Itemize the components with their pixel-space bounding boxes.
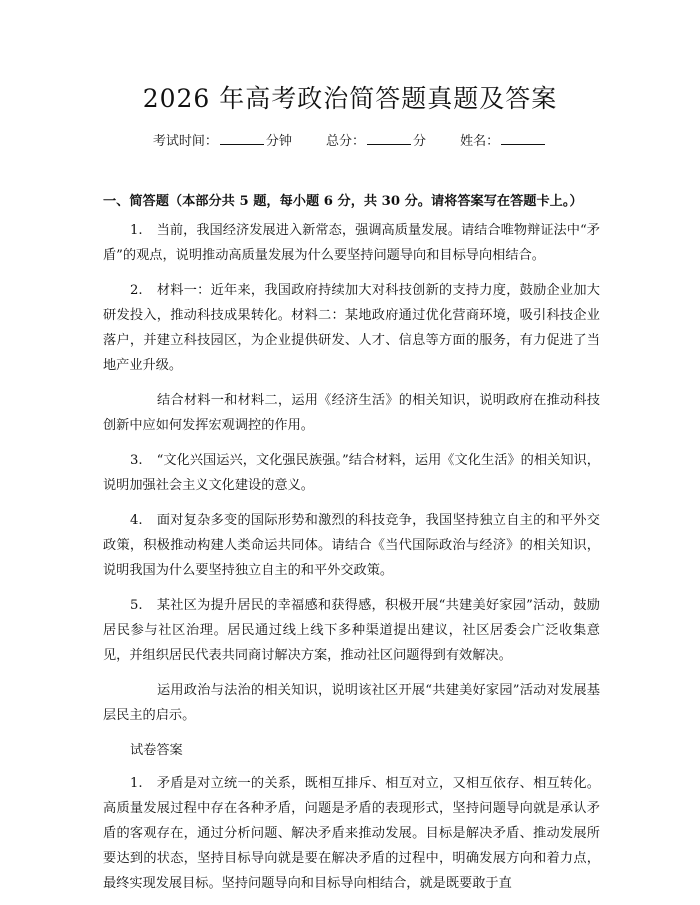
name-blank[interactable] [501, 131, 545, 145]
question-number: 4. [130, 513, 143, 528]
question-text: 材料一：近年来，我国政府持续加大对科技创新的支持力度，鼓励企业加大研发投入，推动科技成果转化。材料二：某地政府通过优化营商环境，吸引科技企业落户，并建立科技园区，为企业提供研发、人才、信息等方面的服务，有力促进了当地产业升级。 [103, 283, 600, 373]
question-2-sub: 结合材料一和材料二，运用《经济生活》的相关知识，说明政府在推动科技创新中应如何发挥宏观调控的作用。 [103, 393, 600, 433]
section-heading: 一、简答题（本部分共 5 题，每小题 6 分，共 30 分。请将答案写在答题卡上。） [103, 194, 583, 209]
score-unit: 分 [413, 134, 427, 149]
page-title: 2026 年高考政治简答题真题及答案 [142, 84, 558, 113]
question-number: 3. [130, 453, 143, 468]
name-label: 姓名： [460, 134, 500, 149]
exam-content [103, 189, 600, 905]
score-blank[interactable] [367, 131, 411, 145]
question-number: 2. [130, 283, 143, 298]
name-field [460, 134, 547, 149]
time-label: 考试时间： [152, 134, 218, 149]
time-field [153, 134, 296, 149]
question-text: 某社区为提升居民的幸福感和获得感，积极开展“共建美好家园”活动，鼓励居民参与社区治理。居民通过线上线下多种渠道提出建议，社区居委会广泛收集意见，并组织居民代表共同商讨解决方案，推动社区问题得到有效解决。 [103, 598, 600, 663]
question-5-sub: 运用政治与法治的相关知识，说明该社区开展“共建美好家园”活动对发展基层民主的启示。 [103, 683, 600, 723]
question-text: 面对复杂多变的国际形势和激烈的科技竞争，我国坚持独立自主的和平外交政策，积极推动构建人类命运共同体。请结合《当代国际政治与经济》的相关知识，说明我国为什么要坚持独立自主的和平外交政策。 [103, 513, 600, 578]
answer-1 [103, 771, 600, 896]
question-number: 1. [130, 223, 143, 238]
question-number: 5. [130, 598, 143, 613]
answer-heading: 试卷答案 [130, 743, 183, 758]
question-1 [103, 218, 600, 268]
time-unit: 分钟 [265, 134, 292, 149]
question-5 [103, 593, 600, 668]
answer-number: 1. [130, 776, 143, 791]
exam-meta [0, 131, 700, 152]
time-blank[interactable] [220, 131, 264, 145]
score-field [326, 134, 430, 149]
answer-text: 矛盾是对立统一的关系，既相互排斥、相互对立，又相互依存、相互转化。高质量发展过程中存在各种矛盾，问题是矛盾的表现形式，坚持问题导向就是承认矛盾的客观存在，通过分析问题、解决矛盾来推动发展。目标是解决矛盾、推动发展所要达到的状态，坚持目标导向就是要在解决矛盾的过程中，明确发展方向和着力点，最终实现发展目标。坚持问题导向和目标导向相结合，就是既要敢于直 [103, 776, 600, 891]
question-text: “文化兴国运兴，文化强民族强。”结合材料，运用《文化生活》的相关知识，说明加强社会主义文化建设的意义。 [103, 453, 600, 493]
question-text: 当前，我国经济发展进入新常态，强调高质量发展。请结合唯物辩证法中“矛盾”的观点，说明推动高质量发展为什么要坚持问题导向和目标导向相结合。 [103, 223, 600, 263]
question-3 [103, 448, 600, 498]
question-4 [103, 508, 600, 583]
question-2 [103, 278, 600, 378]
score-label: 总分： [325, 134, 365, 149]
